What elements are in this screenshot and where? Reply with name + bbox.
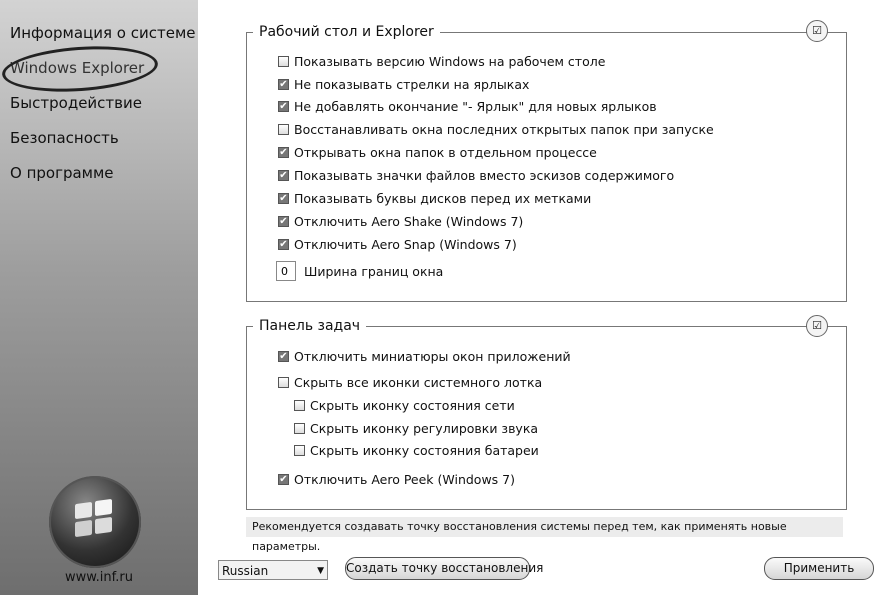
option-hide-shortcut-arrows[interactable]: ✔ Не показывать стрелки на ярлыках: [279, 77, 530, 92]
checkbox[interactable]: ✔: [279, 100, 288, 112]
checkbox[interactable]: [278, 377, 289, 388]
checkbox[interactable]: [278, 56, 289, 67]
option-show-file-icons[interactable]: ✔ Показывать значки файлов вместо эскизов содержимого: [279, 168, 675, 183]
checkbox[interactable]: [294, 400, 305, 411]
site-url: www.inf.ru: [64, 570, 134, 585]
option-hide-battery-icon[interactable]: Скрыть иконку состояния батареи: [294, 443, 539, 458]
border-width-label: Ширина границ окна: [304, 263, 444, 279]
checkbox[interactable]: ✔: [279, 215, 288, 227]
option-disable-aero-shake[interactable]: ✔ Отключить Aero Shake (Windows 7): [279, 214, 524, 229]
option-disable-aero-snap[interactable]: ✔ Отключить Aero Snap (Windows 7): [279, 237, 517, 252]
chevron-down-icon: ▼: [317, 566, 324, 576]
option-disable-thumbnails[interactable]: ✔ Отключить миниатюры окон приложений: [279, 349, 571, 364]
checklist-icon[interactable]: ☑: [806, 315, 828, 337]
option-separate-process[interactable]: ✔ Открывать окна папок в отдельном процессе: [279, 145, 597, 160]
create-restore-point-button[interactable]: Создать точку восстановления: [345, 557, 530, 580]
sidebar: [0, 0, 198, 595]
language-select[interactable]: Russian ▼: [218, 560, 328, 580]
main-panel: [198, 0, 894, 595]
checklist-icon[interactable]: ☑: [806, 20, 828, 42]
nav-item-windows-explorer[interactable]: Windows Explorer: [10, 59, 145, 77]
checkbox[interactable]: ✔: [279, 192, 288, 204]
checkbox[interactable]: ✔: [279, 78, 288, 90]
option-show-windows-version[interactable]: Показывать версию Windows на рабочем столе: [278, 54, 605, 69]
checkbox[interactable]: ✔: [279, 238, 288, 250]
checkbox[interactable]: ✔: [279, 473, 288, 485]
windows-logo-icon: [49, 476, 141, 568]
option-no-shortcut-suffix[interactable]: ✔ Не добавлять окончание "- Ярлык" для новых ярлыков: [279, 99, 657, 114]
checkbox[interactable]: ✔: [279, 169, 288, 181]
option-hide-volume-icon[interactable]: Скрыть иконку регулировки звука: [294, 421, 538, 436]
nav-item-system-info[interactable]: Информация о системе: [10, 24, 196, 42]
desktop-group-title: Рабочий стол и Explorer: [259, 24, 434, 40]
border-width-input[interactable]: [276, 261, 296, 281]
border-width-row: [276, 261, 443, 281]
option-drive-letters-first[interactable]: ✔ Показывать буквы дисков перед их метками: [279, 191, 592, 206]
option-hide-network-icon[interactable]: Скрыть иконку состояния сети: [294, 398, 515, 413]
option-hide-tray-icons[interactable]: Скрыть все иконки системного лотка: [278, 375, 542, 390]
option-restore-folders[interactable]: Восстанавливать окна последних открытых папок при запуске: [278, 122, 714, 137]
checkbox[interactable]: ✔: [279, 350, 288, 362]
checkbox[interactable]: [278, 124, 289, 135]
nav-item-performance[interactable]: Быстродействие: [10, 94, 142, 112]
checkbox[interactable]: [294, 445, 305, 456]
nav-item-security[interactable]: Безопасность: [10, 129, 119, 147]
checkbox[interactable]: [294, 423, 305, 434]
option-disable-aero-peek[interactable]: ✔ Отключить Aero Peek (Windows 7): [279, 472, 515, 487]
checkbox[interactable]: ✔: [279, 146, 288, 158]
nav-item-about[interactable]: О программе: [10, 164, 114, 182]
apply-button[interactable]: Применить: [764, 557, 874, 580]
restore-point-note: Рекомендуется создавать точку восстановления системы перед тем, как применять новые параметры.: [246, 517, 843, 537]
taskbar-group-title: Панель задач: [259, 318, 361, 334]
